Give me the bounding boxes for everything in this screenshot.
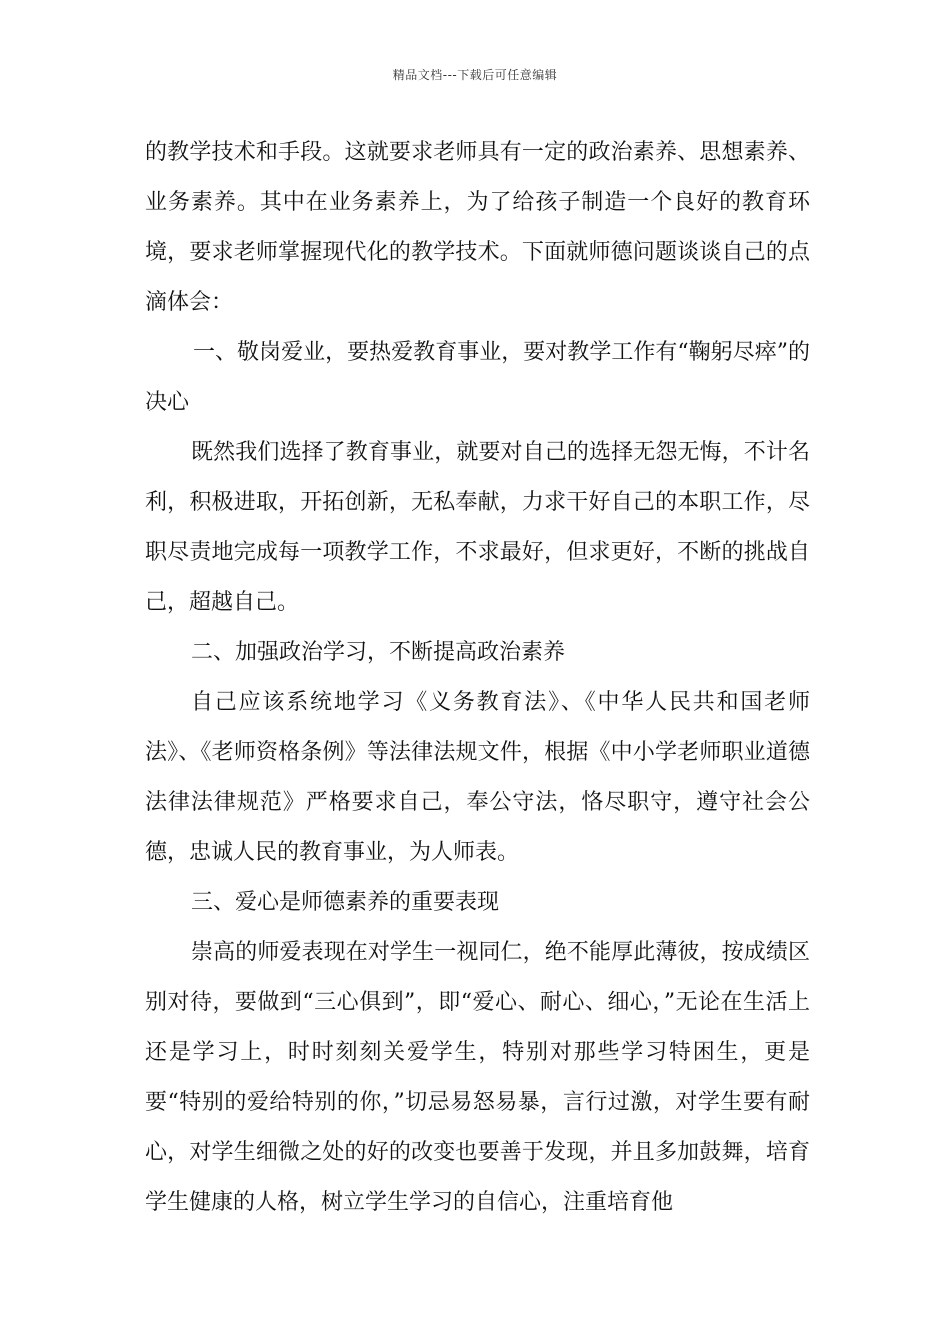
section-heading-2: 二、加强政治学习，不断提高政治素养: [191, 640, 566, 665]
paragraph-section-1: 既然我们选择了教育事业，就要对自己的选择无怨无悔，不计名利，积极进取，开拓创新，无私奉献，力求干好自己的本职工作，尽职尽责地完成每一项教学工作，不求最好，但求更好，不断的挑战自己，超越自己。: [145, 440, 810, 615]
paragraph-section-2: 自己应该系统地学习《义务教育法》、《中华人民共和国老师法》、《老师资格条例》等法律法规文件，根据《中小学老师职业道德法律法律规范》严格要求自己，奉公守法，恪尽职守，遵守社会公德，忠诚人民的教育事业，为人师表。: [145, 690, 810, 865]
page-header: 精品文档---下载后可任意编辑: [392, 68, 558, 82]
paragraph-section-3: 崇高的师爱表现在对学生一视同仁，绝不能厚此薄彼，按成绩区别对待，要做到“三心俱到”，即“爱心、耐心、细心，”无论在生活上还是学习上，时时刻刻关爱学生，特别对那些学习特困生，更是要“特别的爱给特别的你，”切忌易怒易暴，言行过激，对学生要有耐心，对学生细微之处的好的改变也要善于发现，并且多加鼓舞，培育学生健康的人格，树立学生学习的自信心，注重培育他: [145, 940, 810, 1215]
paragraph-intro: 的教学技术和手段。这就要求老师具有一定的政治素养、思想素养、业务素养。其中在业务素养上，为了给孩子制造一个良好的教育环境，要求老师掌握现代化的教学技术。下面就师德问题谈谈自己的点滴体会：: [145, 140, 810, 315]
section-heading-3: 三、爱心是师德素养的重要表现: [191, 890, 500, 915]
document-body: [145, 128, 810, 1228]
section-heading-1: 一、敬岗爱业，要热爱教育事业，要对教学工作有“鞠躬尽瘁”的决心: [145, 340, 810, 415]
